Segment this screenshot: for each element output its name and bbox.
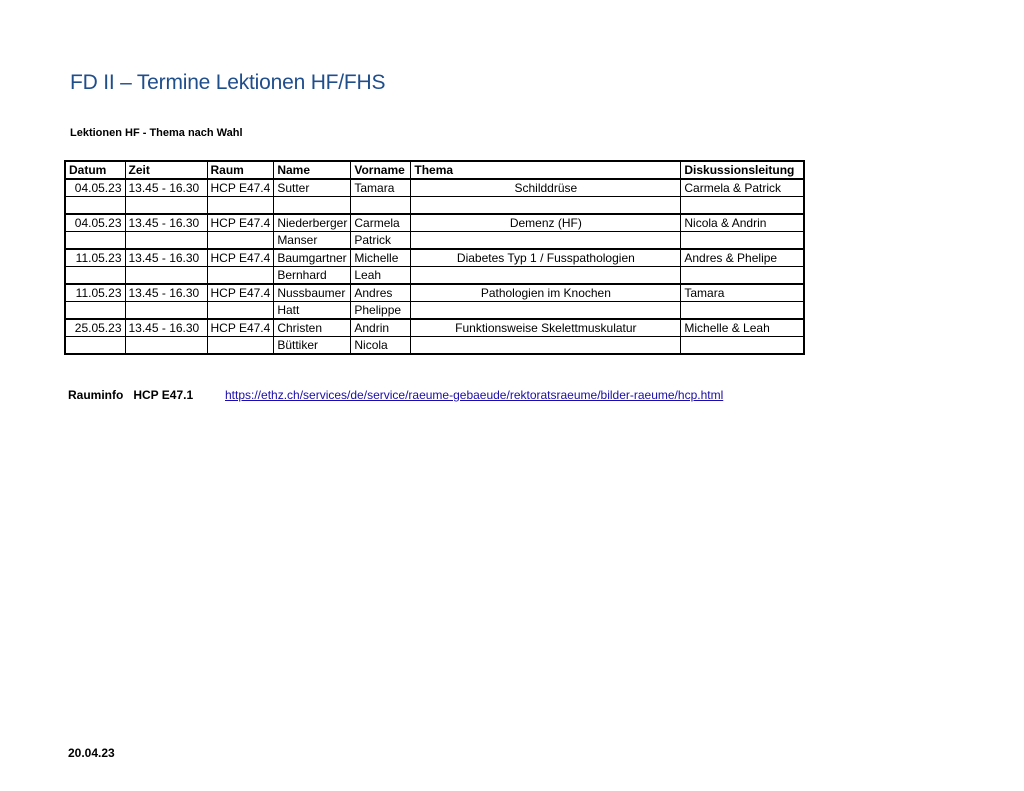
header-discussion-lead: Diskussionsleitung [681,161,804,179]
table-row [65,284,804,302]
cell-firstname: Patrick [351,232,411,250]
cell-discussion-lead [681,197,804,215]
table-row [65,197,804,215]
cell-room [207,337,274,355]
cell-name: Nussbaumer [274,284,351,302]
cell-discussion-lead: Nicola & Andrin [681,214,804,232]
cell-date: 04.05.23 [65,214,125,232]
table-row [65,267,804,285]
cell-name: Bernhard [274,267,351,285]
table-row [65,249,804,267]
cell-time [125,267,207,285]
cell-name: Sutter [274,179,351,197]
cell-name: Niederberger [274,214,351,232]
table-row [65,214,804,232]
cell-date: 25.05.23 [65,319,125,337]
cell-time: 13.45 - 16.30 [125,214,207,232]
cell-firstname: Michelle [351,249,411,267]
cell-room: HCP E47.4 [207,284,274,302]
cell-discussion-lead [681,232,804,250]
room-info-link[interactable]: https://ethz.ch/services/de/service/raeume-gebaeude/rektoratsraeume/bilder-raeume/hcp.html [225,388,724,402]
table-row [65,319,804,337]
cell-date [65,337,125,355]
cell-firstname: Andrin [351,319,411,337]
cell-theme [411,302,681,320]
cell-theme [411,232,681,250]
header-time: Zeit [125,161,207,179]
schedule-table [64,160,805,355]
cell-discussion-lead: Tamara [681,284,804,302]
cell-time [125,337,207,355]
cell-name: Büttiker [274,337,351,355]
cell-firstname: Nicola [351,337,411,355]
table-row [65,302,804,320]
cell-name: Hatt [274,302,351,320]
cell-time: 13.45 - 16.30 [125,179,207,197]
table-row [65,179,804,197]
cell-firstname: Tamara [351,179,411,197]
cell-firstname [351,197,411,215]
cell-name [274,197,351,215]
cell-firstname: Phelippe [351,302,411,320]
page-title: FD II – Termine Lektionen HF/FHS [70,71,386,94]
header-theme: Thema [411,161,681,179]
cell-date [65,197,125,215]
cell-room: HCP E47.4 [207,249,274,267]
cell-date: 04.05.23 [65,179,125,197]
cell-time: 13.45 - 16.30 [125,319,207,337]
cell-room [207,302,274,320]
cell-date: 11.05.23 [65,249,125,267]
room-info-label [68,388,193,402]
cell-name: Manser [274,232,351,250]
cell-theme: Schilddrüse [411,179,681,197]
cell-theme: Demenz (HF) [411,214,681,232]
cell-room: HCP E47.4 [207,214,274,232]
header-date: Datum [65,161,125,179]
header-room: Raum [207,161,274,179]
table-header-row [65,161,804,179]
cell-date [65,267,125,285]
cell-discussion-lead: Carmela & Patrick [681,179,804,197]
cell-discussion-lead: Michelle & Leah [681,319,804,337]
cell-time [125,197,207,215]
cell-room [207,232,274,250]
cell-time: 13.45 - 16.30 [125,249,207,267]
cell-date: 11.05.23 [65,284,125,302]
cell-firstname: Andres [351,284,411,302]
cell-firstname: Carmela [351,214,411,232]
cell-name: Baumgartner [274,249,351,267]
room-info-text: Rauminfo HCP E47.1 [68,388,194,402]
table-row [65,232,804,250]
cell-room: HCP E47.4 [207,179,274,197]
cell-theme [411,337,681,355]
header-firstname: Vorname [351,161,411,179]
cell-room [207,197,274,215]
cell-time [125,232,207,250]
cell-time: 13.45 - 16.30 [125,284,207,302]
header-name: Name [274,161,351,179]
cell-theme [411,197,681,215]
cell-room [207,267,274,285]
cell-time [125,302,207,320]
cell-theme [411,267,681,285]
cell-discussion-lead: Andres & Phelipe [681,249,804,267]
cell-name: Christen [274,319,351,337]
table-row [65,337,804,355]
cell-firstname: Leah [351,267,411,285]
cell-room: HCP E47.4 [207,319,274,337]
cell-discussion-lead [681,302,804,320]
cell-discussion-lead [681,267,804,285]
cell-date [65,302,125,320]
cell-discussion-lead [681,337,804,355]
cell-theme: Diabetes Typ 1 / Fusspathologien [411,249,681,267]
cell-date [65,232,125,250]
section-subtitle: Lektionen HF - Thema nach Wahl [70,127,243,139]
cell-theme: Funktionsweise Skelettmuskulatur [411,319,681,337]
footer-date: 20.04.23 [68,746,115,760]
cell-theme: Pathologien im Knochen [411,284,681,302]
